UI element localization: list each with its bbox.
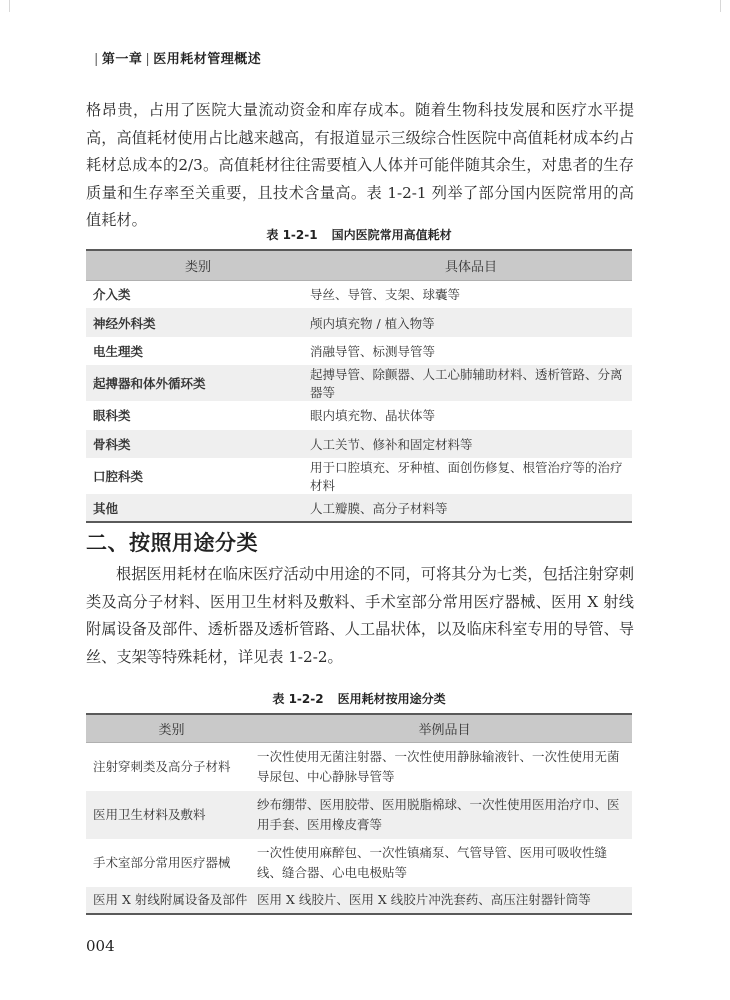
items-cell: 消融导管、标测导管等: [310, 343, 436, 359]
table-caption: [86, 690, 632, 707]
category-cell: 眼科类: [93, 408, 131, 424]
category-cell: 其他: [86, 494, 310, 522]
crop-mark-top-right: [720, 0, 730, 12]
category-cell: 神经外科类: [86, 308, 310, 336]
table-row: [86, 280, 632, 308]
chapter-title: 医用耗材管理概述: [153, 52, 262, 67]
body-paragraph: 根据医用耗材在临床医疗活动中用途的不同，可将其分为七类，包括注射穿刺类及高分子材料、医用卫生材料及敷料、手术室部分常用医疗器械、医用 X 射线附属设备及部件、透析器及透析管路、人工晶状体，以及临床科室专用的导管、导丝、支架等特殊耗材，详见表 1-2-2。: [86, 565, 634, 666]
table-number: 表 1-2-1: [266, 228, 318, 242]
crop-mark-top-left: [0, 0, 10, 12]
category-cell: 医用 X 射线附属设备及部件: [86, 887, 257, 914]
items-cell: 医用 X 线胶片、医用 X 线胶片冲洗套药、高压注射器针筒等: [257, 887, 632, 914]
table-row: [86, 887, 632, 914]
consumables-by-use-table: [86, 713, 632, 915]
table-row: [86, 365, 632, 401]
category-cell: 手术室部分常用医疗器械: [93, 854, 231, 870]
table-header-row: [86, 714, 632, 742]
items-cell: 导丝、导管、支架、球囊等: [310, 287, 461, 303]
category-cell: 口腔科类: [93, 468, 144, 484]
table-row: [86, 401, 632, 429]
items-cell: 用于口腔填充、牙种植、面创伤修复、根管治疗等的治疗材料: [310, 459, 623, 493]
items-cell: 一次性使用无菌注射器、一次性使用静脉输液针、一次性使用无菌导尿包、中心静脉导管等: [257, 748, 620, 784]
body-paragraph: 格昂贵，占用了医院大量流动资金和库存成本。随着生物科技发展和医疗水平提高，高值耗材使用占比越来越高，有报道显示三级综合性医院中高值耗材成本约占耗材总成本的2/3。高值耗材往往需要植入人体并可能伴随其余生，对患者的生存质量和生存率至关重要，且技术含量高。表 1-2-1 列举了部分国内医院常用的高值耗材。: [86, 101, 634, 229]
running-header: [91, 48, 261, 67]
column-header-category: 类别: [86, 714, 257, 742]
header-divider: |: [94, 52, 99, 67]
items-cell: 人工瓣膜、高分子材料等: [310, 494, 632, 522]
table-row: [86, 791, 632, 839]
items-cell: 一次性使用麻醉包、一次性镇痛泵、气管导管、医用可吸收性缝线、缝合器、心电电极贴等: [257, 844, 608, 880]
header-divider: |: [145, 52, 151, 67]
items-cell: 起搏导管、除颤器、人工心肺辅助材料、透析管路、分离器等: [310, 365, 632, 401]
column-header-category: 类别: [86, 250, 310, 280]
items-cell: 眼内填充物、晶状体等: [310, 408, 436, 424]
table-number: 表 1-2-2: [272, 692, 324, 706]
column-header-items: 具体品目: [310, 250, 632, 280]
table-header-row: [86, 250, 632, 280]
table-row: [86, 430, 632, 458]
table-row: [86, 742, 632, 791]
high-value-consumables-table: [86, 249, 632, 523]
table-row: [86, 458, 632, 494]
column-header-items: 举例品目: [257, 714, 632, 742]
table-row: [86, 308, 632, 336]
chapter-label: 第一章: [101, 52, 143, 67]
category-cell: 介入类: [93, 287, 131, 303]
category-cell: 骨科类: [86, 430, 310, 458]
table-caption: [86, 226, 632, 243]
items-cell: 颅内填充物 / 植入物等: [310, 308, 632, 336]
items-cell: 纱布绷带、医用胶带、医用脱脂棉球、一次性使用医用治疗巾、医用手套、医用橡皮膏等: [257, 791, 632, 839]
category-cell: 电生理类: [93, 343, 144, 359]
category-cell: 注射穿刺类及高分子材料: [93, 758, 231, 774]
table-row: [86, 494, 632, 522]
table-row: [86, 839, 632, 887]
table-row: [86, 337, 632, 365]
table-title: 国内医院常用高值耗材: [331, 228, 452, 242]
table-title: 医用耗材按用途分类: [337, 692, 446, 706]
category-cell: 医用卫生材料及敷料: [86, 791, 257, 839]
section-heading: 二、按照用途分类: [86, 530, 258, 555]
items-cell: 人工关节、修补和固定材料等: [310, 430, 632, 458]
category-cell: 起搏器和体外循环类: [86, 365, 310, 401]
page-number: 004: [86, 937, 115, 955]
